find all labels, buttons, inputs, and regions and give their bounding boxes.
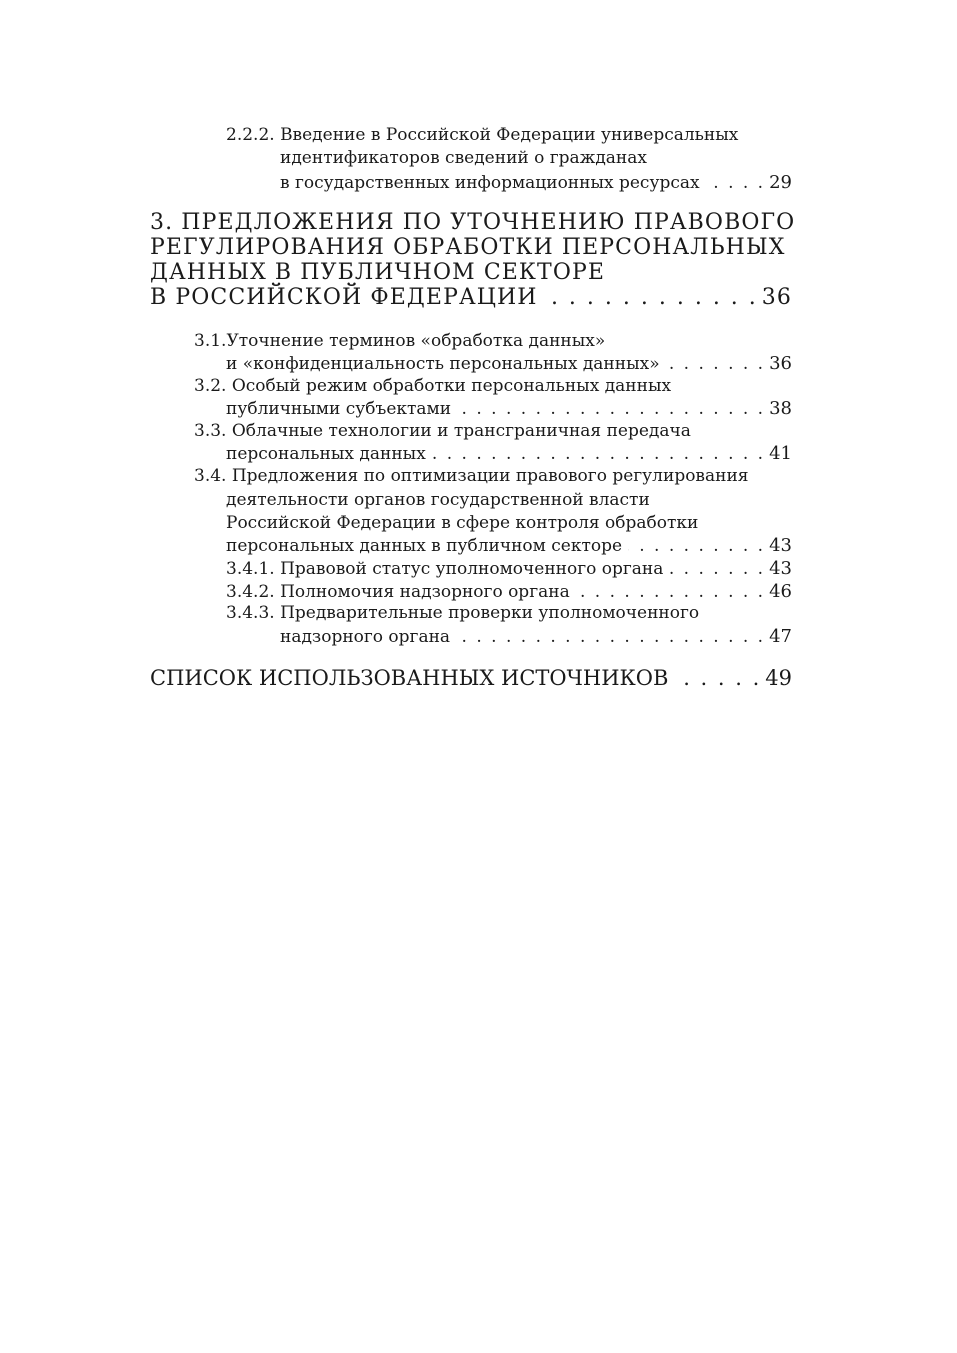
- toc-line: надзорного органа: [280, 627, 451, 647]
- toc-line: персональных данных: [226, 444, 426, 464]
- page-number: 41: [769, 443, 792, 464]
- toc-line-leader: [226, 580, 792, 604]
- toc-line: и «конфиденциальность персональных данных»: [226, 354, 660, 374]
- dot-leader: [456, 626, 765, 649]
- dot-leader: [432, 443, 765, 466]
- toc-line: персональных данных в публичном секторе: [226, 536, 623, 556]
- toc-line: 3.1.Уточнение терминов «обработка данных»: [194, 331, 606, 351]
- toc-line-leader: [226, 397, 792, 421]
- toc-line: 3.3. Облачные технологии и трансграничная передача: [194, 421, 691, 441]
- dot-leader: [674, 666, 761, 690]
- toc-line-leader: [226, 352, 792, 376]
- toc-line: Российской Федерации в сфере контроля обработки: [226, 513, 699, 533]
- dot-leader: [628, 535, 765, 558]
- toc-line: 2.2.2. Введение в Российской Федерации универсальных: [226, 125, 739, 145]
- toc-line: идентификаторов сведений о гражданах: [280, 148, 647, 168]
- page-number: 46: [769, 581, 792, 602]
- page-number: 36: [769, 353, 792, 374]
- page-number: 29: [769, 172, 792, 193]
- page-number: 38: [769, 398, 792, 419]
- dot-leader: [669, 558, 765, 581]
- toc-line: РЕГУЛИРОВАНИЯ ОБРАБОТКИ ПЕРСОНАЛЬНЫХ: [150, 235, 786, 260]
- toc-line-leader: [150, 666, 792, 690]
- toc-line: публичными субъектами: [226, 399, 452, 419]
- toc-line: 3.4. Предложения по оптимизации правового регулирования: [194, 466, 749, 486]
- dot-leader: [576, 581, 765, 604]
- dot-leader: [706, 172, 766, 195]
- toc-line: 3.4.3. Предварительные проверки уполномоченного: [226, 603, 700, 623]
- page-number: 43: [769, 558, 792, 579]
- toc-line: ДАННЫХ В ПУБЛИЧНОМ СЕКТОРЕ: [150, 260, 606, 285]
- toc-line: 3. ПРЕДЛОЖЕНИЯ ПО УТОЧНЕНИЮ ПРАВОВОГО: [150, 210, 796, 235]
- toc-line-leader: [226, 534, 792, 558]
- toc-line-leader: [150, 286, 792, 310]
- toc-line: В РОССИЙСКОЙ ФЕДЕРАЦИИ: [150, 285, 538, 310]
- toc-line-leader: [226, 557, 792, 581]
- dot-leader: [544, 286, 758, 310]
- dot-leader: [457, 398, 765, 421]
- toc-line-leader: [280, 625, 792, 649]
- toc-line: 3.4.2. Полномочия надзорного органа: [226, 582, 570, 602]
- toc-line: в государственных информационных ресурсах: [280, 173, 700, 193]
- page-number: 36: [761, 285, 792, 310]
- toc-line: деятельности органов государственной власти: [226, 490, 650, 510]
- toc-line: СПИСОК ИСПОЛЬЗОВАННЫХ ИСТОЧНИКОВ: [150, 666, 669, 690]
- page-number: 49: [765, 666, 792, 690]
- toc-line: 3.2. Особый режим обработки персональных данных: [194, 376, 672, 396]
- page-number: 47: [769, 626, 792, 647]
- dot-leader: [666, 353, 765, 376]
- page-number: 43: [769, 535, 792, 556]
- toc-line-leader: [280, 171, 792, 195]
- toc-line-leader: [226, 442, 792, 466]
- toc-line: 3.4.1. Правовой статус уполномоченного органа: [226, 559, 664, 579]
